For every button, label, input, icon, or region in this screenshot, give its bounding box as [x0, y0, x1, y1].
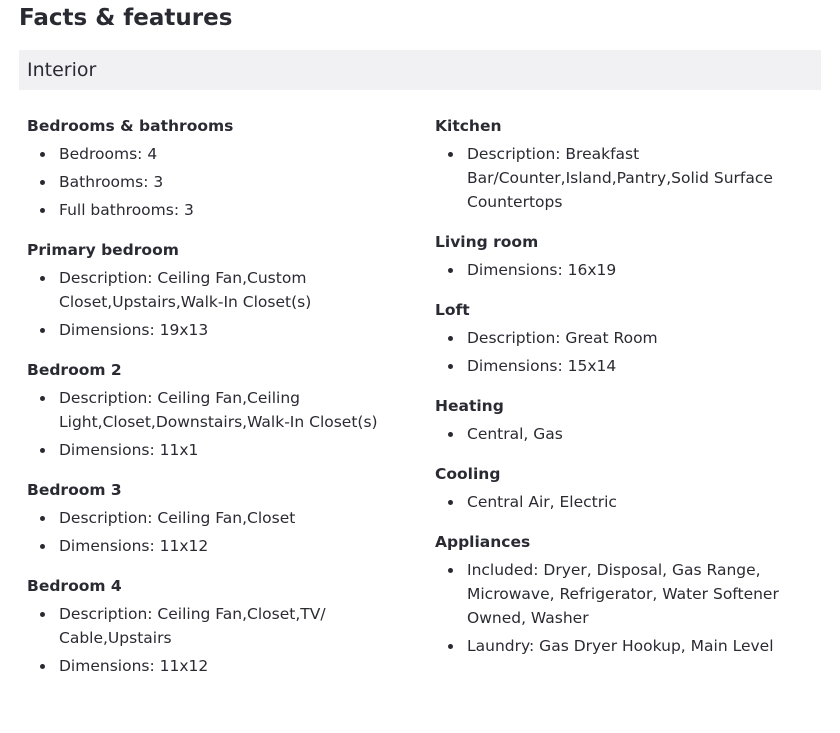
page-title: Facts & features — [19, 5, 233, 31]
section-header-interior[interactable] — [19, 50, 821, 90]
group-heading: Living room — [435, 233, 539, 251]
fact-item: Description: Breakfast Bar/Counter,Island,Pantry,Solid Surface Countertops — [467, 142, 815, 214]
fact-list — [27, 602, 407, 678]
fact-list — [27, 386, 407, 462]
group-bedroom-2 — [27, 360, 407, 462]
group-bedroom-3 — [27, 480, 407, 558]
group-heating — [435, 396, 815, 446]
fact-list — [435, 490, 815, 514]
fact-item: Dimensions: 15x14 — [467, 354, 815, 378]
left-column — [27, 116, 407, 696]
group-heading: Bedroom 3 — [27, 481, 122, 499]
fact-item: Dimensions: 11x1 — [59, 438, 407, 462]
section-title: Interior — [27, 59, 97, 81]
fact-item: Description: Ceiling Fan,Custom Closet,Upstairs,Walk-In Closet(s) — [59, 266, 407, 314]
fact-item: Central, Gas — [467, 422, 815, 446]
fact-list — [435, 422, 815, 446]
group-bedrooms-bathrooms — [27, 116, 407, 222]
fact-item: Dimensions: 11x12 — [59, 534, 407, 558]
group-heading: Bedroom 2 — [27, 361, 122, 379]
group-heading: Bedrooms & bathrooms — [27, 117, 234, 135]
group-kitchen — [435, 116, 815, 214]
group-loft — [435, 300, 815, 378]
fact-item: Dimensions: 11x12 — [59, 654, 407, 678]
fact-item: Laundry: Gas Dryer Hookup, Main Level — [467, 634, 815, 658]
group-living-room — [435, 232, 815, 282]
fact-item: Description: Ceiling Fan,Closet,TV/ Cable,Upstairs — [59, 602, 407, 650]
fact-list — [435, 558, 815, 658]
fact-item: Description: Ceiling Fan,Closet — [59, 506, 407, 530]
group-bedroom-4 — [27, 576, 407, 678]
fact-item: Description: Ceiling Fan,Ceiling Light,Closet,Downstairs,Walk-In Closet(s) — [59, 386, 407, 434]
fact-list — [27, 142, 407, 222]
fact-item: Included: Dryer, Disposal, Gas Range, Microwave, Refrigerator, Water Softener Owned, Washer — [467, 558, 815, 630]
group-heading: Kitchen — [435, 117, 502, 135]
group-primary-bedroom — [27, 240, 407, 342]
fact-list — [435, 326, 815, 378]
group-heading: Bedroom 4 — [27, 577, 122, 595]
fact-list — [27, 266, 407, 342]
fact-item: Central Air, Electric — [467, 490, 815, 514]
fact-list — [435, 142, 815, 214]
fact-item: Bathrooms: 3 — [59, 170, 407, 194]
fact-item: Description: Great Room — [467, 326, 815, 350]
group-heading: Appliances — [435, 533, 531, 551]
fact-item: Dimensions: 16x19 — [467, 258, 815, 282]
group-heading: Heating — [435, 397, 504, 415]
fact-item: Dimensions: 19x13 — [59, 318, 407, 342]
group-cooling — [435, 464, 815, 514]
fact-item: Full bathrooms: 3 — [59, 198, 407, 222]
group-heading: Cooling — [435, 465, 501, 483]
fact-list — [27, 506, 407, 558]
group-heading: Primary bedroom — [27, 241, 179, 259]
fact-item: Bedrooms: 4 — [59, 142, 407, 166]
group-appliances — [435, 532, 815, 658]
group-heading: Loft — [435, 301, 470, 319]
right-column — [435, 116, 815, 676]
fact-list — [435, 258, 815, 282]
